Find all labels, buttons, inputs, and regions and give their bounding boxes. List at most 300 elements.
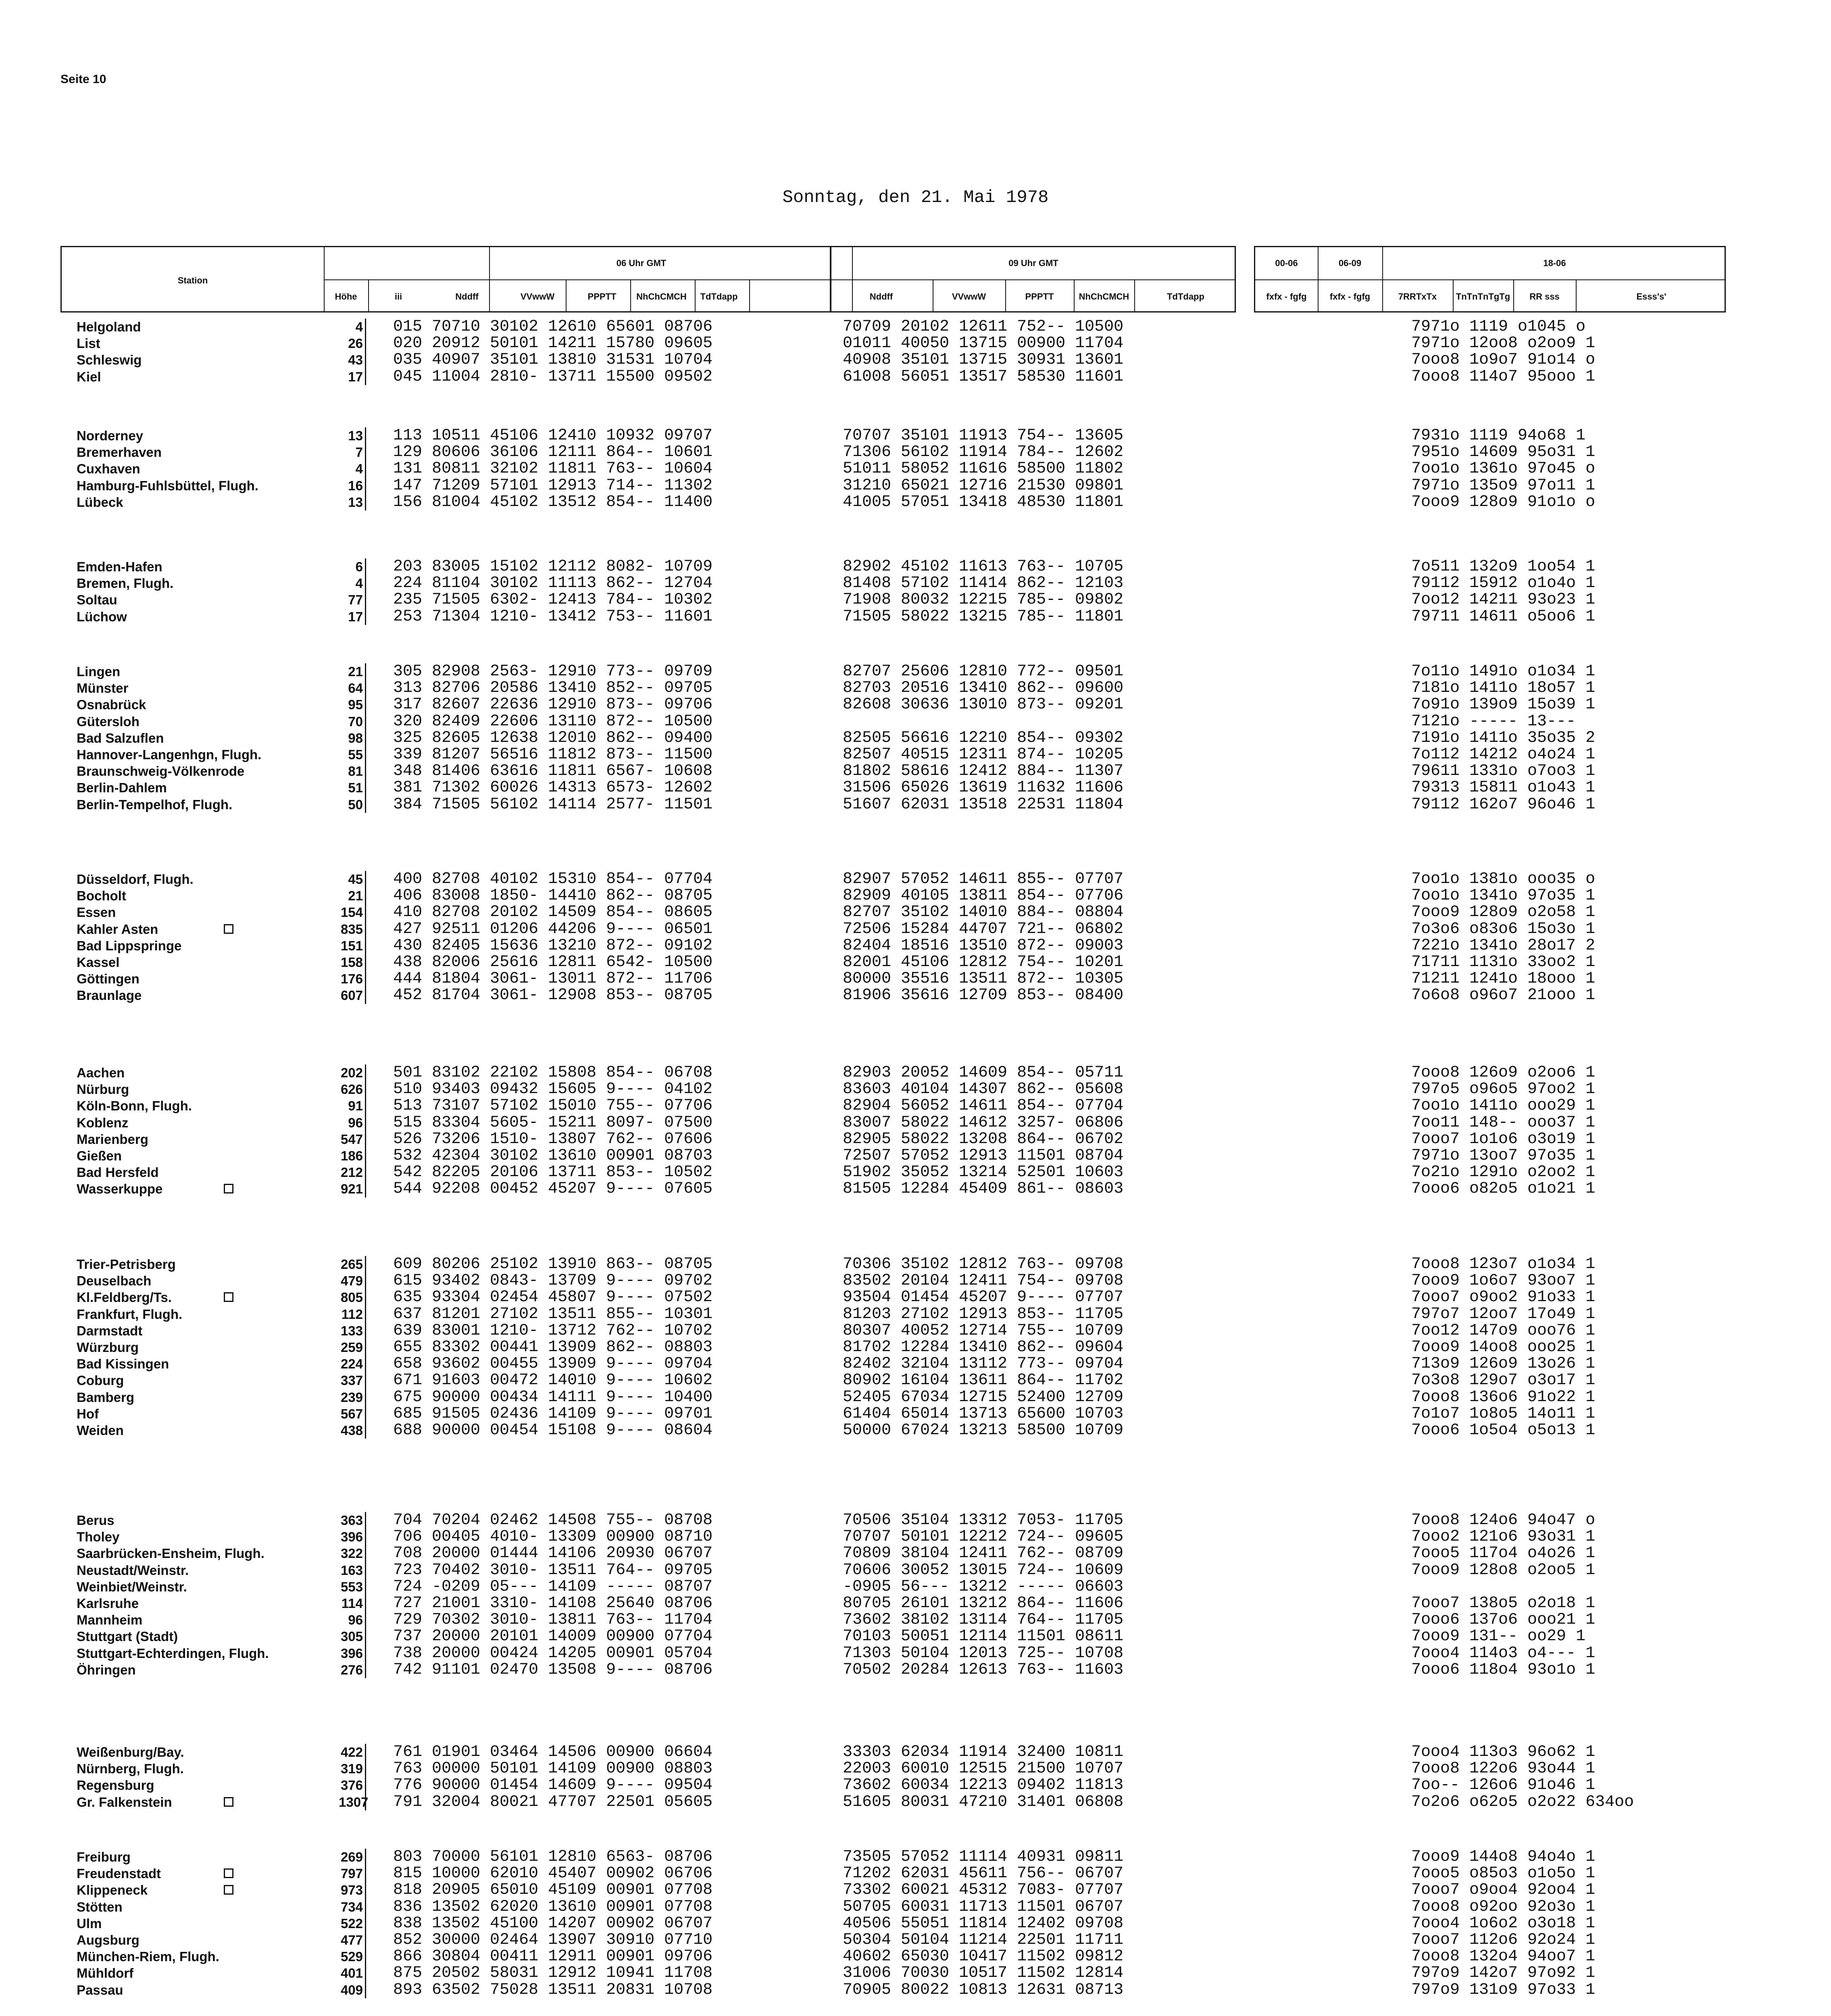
station-name: Wasserkuppe (77, 1181, 163, 1197)
station-height: 269 (340, 1849, 363, 1864)
obs-09-utc: 80902 16104 13611 864-- 11702 (843, 1371, 1124, 1390)
obs-06-utc: 515 83304 5605- 15211 8097- 07500 (393, 1113, 713, 1132)
table-row (0, 1849, 1831, 1865)
station-name: Klippeneck (77, 1883, 148, 1898)
obs-18-06: 79112 15912 o1o4o 1 (1411, 574, 1596, 593)
column-divider (365, 871, 366, 1004)
station-height: 55 (348, 747, 363, 762)
obs-06-utc: 658 93602 00455 13909 9---- 09704 (393, 1355, 713, 1373)
obs-06-utc: 729 70302 3010- 13811 763-- 11704 (393, 1611, 713, 1629)
station-name: Trier-Petrisberg (77, 1257, 176, 1272)
station-height: 607 (340, 988, 363, 1003)
table-row (0, 1612, 1831, 1628)
table-row (0, 1915, 1831, 1932)
obs-09-utc: 71908 80032 12215 785-- 09802 (843, 591, 1124, 609)
station-name: Hamburg-Fuhlsbüttel, Flugh. (77, 478, 258, 493)
obs-06-utc: 675 90000 00434 14111 9---- 10400 (393, 1388, 713, 1406)
obs-18-06: 7o3o8 129o7 o3o17 1 (1411, 1371, 1596, 1390)
obs-09-utc: 22003 60010 12515 21500 10707 (843, 1760, 1124, 1778)
station-height: 438 (340, 1423, 363, 1438)
obs-06-utc: 510 93403 09432 15605 9---- 04102 (393, 1080, 713, 1099)
station-height: 176 (340, 971, 363, 987)
table-row (0, 1579, 1831, 1595)
obs-18-06: 7971o 1119 o1045 o (1411, 318, 1586, 336)
obs-06-utc: 430 82405 15636 13210 872-- 09102 (393, 936, 713, 955)
obs-06-utc: 235 71505 6302- 12413 784-- 10302 (393, 591, 713, 609)
obs-09-utc: 72507 57052 12913 11501 08704 (843, 1147, 1124, 1165)
obs-18-06: 7o6o8 o96o7 21ooo 1 (1411, 986, 1596, 1005)
obs-18-06: 7ooo5 o85o3 o1o5o 1 (1411, 1864, 1596, 1883)
obs-18-06: 7ooo5 117o4 o4o26 1 (1411, 1544, 1596, 1563)
obs-09-utc: 51605 80031 47210 31401 06808 (843, 1793, 1124, 1811)
obs-18-06: 7ooo4 1o6o2 o3o18 1 (1411, 1914, 1596, 1933)
obs-18-06: 71211 1241o 18ooo 1 (1411, 970, 1596, 988)
station-name: Kahler Asten (77, 921, 158, 937)
table-row (0, 1181, 1831, 1197)
obs-18-06: 7ooo8 1o9o7 91o14 o (1411, 351, 1596, 369)
obs-06-utc: 727 21001 3310- 14108 25640 08706 (393, 1594, 713, 1612)
station-height: 43 (348, 352, 363, 368)
obs-09-utc: 80000 35516 13511 872-- 10305 (843, 970, 1124, 988)
table-header-right (1254, 246, 1726, 312)
obs-09-utc: 80705 26101 13212 864-- 11606 (843, 1594, 1124, 1612)
station-height: 81 (348, 764, 363, 779)
station-height: 91 (348, 1098, 363, 1114)
obs-09-utc: 71505 58022 13215 785-- 11801 (843, 607, 1124, 626)
table-row (0, 680, 1831, 696)
station-name: Gießen (77, 1148, 122, 1163)
station-height: 70 (348, 714, 363, 729)
station-height: 553 (340, 1579, 363, 1594)
station-name: Mannheim (77, 1612, 143, 1628)
obs-06-utc: 513 73107 57102 15010 755-- 07706 (393, 1097, 713, 1115)
station-name: Augsburg (77, 1933, 140, 1947)
station-height: 224 (340, 1356, 363, 1372)
table-row (0, 1899, 1831, 1915)
station-height: 322 (340, 1546, 363, 1561)
column-divider (365, 558, 366, 625)
table-row (0, 460, 1831, 477)
station-height: 567 (340, 1406, 363, 1421)
station-height: 401 (340, 1966, 363, 1981)
station-name: Münster (77, 681, 129, 696)
obs-09-utc: 70709 20102 12611 752-- 10500 (843, 318, 1124, 336)
station-height: 337 (340, 1373, 363, 1388)
obs-18-06: 7221o 1341o 28o17 2 (1411, 936, 1596, 955)
obs-06-utc: 313 82706 20586 13410 852-- 09705 (393, 679, 713, 698)
table-row (0, 730, 1831, 746)
table-row (0, 319, 1831, 335)
table-row (0, 1965, 1831, 1981)
station-name: Bad Kissingen (77, 1356, 169, 1372)
station-name: Karlsruhe (77, 1596, 139, 1611)
table-row (0, 1512, 1831, 1529)
obs-06-utc: 015 70710 30102 12610 65601 08706 (393, 318, 713, 336)
station-name: Lüchow (77, 609, 127, 624)
obs-18-06: 7ooo9 14oo8 ooo25 1 (1411, 1338, 1596, 1356)
header-06-09: 06-09 (1338, 258, 1362, 268)
obs-09-utc: 82001 45106 12812 754-- 10201 (843, 953, 1124, 971)
obs-09-utc: 81802 58616 12412 884-- 11307 (843, 762, 1124, 781)
obs-18-06: 7oo11 148-- ooo37 1 (1411, 1113, 1596, 1132)
table-row (0, 494, 1831, 510)
table-row (0, 1389, 1831, 1406)
obs-06-utc: 532 42304 30102 13610 00901 08703 (393, 1147, 713, 1165)
station-height: 409 (340, 1982, 363, 1997)
station-name: Hof (77, 1406, 99, 1421)
obs-18-06: 7ooo8 136o6 91o22 1 (1411, 1388, 1596, 1406)
obs-06-utc: 763 00000 50101 14109 00900 08803 (393, 1760, 713, 1778)
table-row (0, 1760, 1831, 1777)
station-height: 805 (340, 1290, 363, 1305)
header-clouds-09: NhChCMCH (1079, 291, 1129, 302)
table-row (0, 954, 1831, 971)
obs-09-utc: 50705 60031 11713 11501 06707 (843, 1897, 1124, 1916)
header-max-temp: 7RRTxTx (1398, 291, 1437, 302)
column-divider (365, 663, 366, 813)
header-vvwww-09: VVwwW (952, 291, 986, 302)
station-height: 477 (340, 1933, 363, 1947)
table-row (0, 696, 1831, 713)
station-height: 921 (340, 1181, 363, 1197)
obs-06-utc: 866 30804 00411 12911 00901 09706 (393, 1947, 713, 1966)
station-name: Essen (77, 905, 116, 920)
obs-06-utc: 129 80606 36106 12111 864-- 10601 (393, 443, 713, 462)
obs-09-utc: 70506 35104 13312 7053- 11705 (843, 1511, 1124, 1529)
obs-09-utc: 82707 35102 14010 884-- 08804 (843, 903, 1124, 922)
station-height: 376 (340, 1778, 363, 1793)
table-row (0, 763, 1831, 779)
obs-09-utc: 82507 40515 12311 874-- 10205 (843, 746, 1124, 764)
table-row (0, 1595, 1831, 1612)
table-row (0, 1777, 1831, 1793)
header-iii: iii (394, 291, 402, 302)
obs-09-utc: 73505 57052 11114 40931 09811 (843, 1848, 1124, 1866)
table-row (0, 713, 1831, 730)
station-name: Neustadt/Weinstr. (77, 1562, 189, 1578)
column-divider (365, 1064, 366, 1198)
obs-06-utc: 671 91603 00472 14010 9---- 10602 (393, 1371, 713, 1390)
header-ppptt-09: PPPTT (1025, 291, 1054, 302)
obs-09-utc: 52405 67034 12715 52400 12709 (843, 1388, 1124, 1406)
station-name: Weiden (77, 1423, 124, 1438)
obs-06-utc: 410 82708 20102 14509 854-- 08605 (393, 903, 713, 922)
header-00-06: 00-06 (1275, 258, 1298, 268)
station-name: Freudenstadt (77, 1866, 161, 1881)
station-height: 13 (348, 428, 363, 443)
station-name: Berlin-Dahlem (77, 780, 167, 796)
station-name: Nürburg (77, 1082, 129, 1097)
obs-06-utc: 838 13502 45100 14207 00902 06707 (393, 1914, 713, 1933)
obs-18-06: 7ooo7 112o6 92o24 1 (1411, 1931, 1596, 1949)
obs-09-utc: 93504 01454 45207 9---- 07707 (843, 1288, 1124, 1307)
obs-06-utc: 381 71302 60026 14313 6573- 12602 (393, 779, 713, 797)
table-row (0, 1744, 1831, 1760)
obs-06-utc: 384 71505 56102 14114 2577- 11501 (393, 795, 713, 814)
station-height: 973 (340, 1883, 363, 1898)
station-name: Bremerhaven (77, 445, 162, 460)
obs-09-utc: 73302 60021 45312 7083- 07707 (843, 1881, 1124, 1899)
table-row (0, 1289, 1831, 1306)
station-height: 212 (340, 1165, 363, 1180)
obs-18-06: 7o511 132o9 1oo54 1 (1411, 558, 1596, 576)
station-height: 51 (348, 780, 363, 796)
station-height: 96 (348, 1115, 363, 1130)
station-height: 363 (340, 1513, 363, 1528)
header-station: Station (177, 275, 208, 285)
obs-18-06: 7o2o6 o62o5 o2o22 634oo (1411, 1793, 1634, 1811)
station-height: 396 (340, 1529, 363, 1545)
obs-06-utc: 203 83005 15102 12112 8082- 10709 (393, 558, 713, 576)
header-nddff-09: Nddff (869, 291, 893, 302)
obs-06-utc: 609 80206 25102 13910 863-- 08705 (393, 1255, 713, 1273)
station-name: Berlin-Tempelhof, Flugh. (77, 797, 233, 812)
obs-09-utc: 82903 20052 14609 854-- 05711 (843, 1064, 1124, 1082)
date-heading: Sonntag, den 21. Mai 1978 (782, 187, 1049, 208)
station-name: Gr. Falkenstein (77, 1794, 172, 1810)
station-name: Ulm (77, 1916, 102, 1931)
obs-18-06: 7oo1o 1381o ooo35 o (1411, 870, 1596, 888)
obs-06-utc: 156 81004 45102 13512 854-- 11400 (393, 493, 713, 511)
station-height: 114 (341, 1596, 363, 1611)
obs-09-utc: 51011 58052 11616 58500 11802 (843, 460, 1124, 478)
station-height: 17 (348, 369, 363, 384)
station-height: 154 (340, 905, 363, 920)
station-name: Osnabrück (77, 697, 146, 712)
table-row (0, 1131, 1831, 1148)
obs-18-06: 7o21o 1291o o2oo2 1 (1411, 1163, 1596, 1182)
obs-18-06: 7ooo8 o92oo 92o3o 1 (1411, 1897, 1596, 1916)
table-row (0, 1865, 1831, 1882)
obs-06-utc: 131 80811 32102 11811 763-- 10604 (393, 460, 713, 478)
station-height: 50 (348, 797, 363, 812)
station-name: Göttingen (77, 971, 140, 987)
table-row (0, 444, 1831, 460)
station-height: 17 (348, 609, 363, 624)
station-height: 163 (340, 1562, 363, 1578)
obs-09-utc: 70707 50101 12212 724-- 09605 (843, 1528, 1124, 1546)
table-row (0, 1114, 1831, 1131)
obs-18-06: 7181o 1411o 18o57 1 (1411, 679, 1596, 698)
table-row (0, 1306, 1831, 1322)
obs-06-utc: 526 73206 1510- 13807 762-- 07606 (393, 1130, 713, 1148)
obs-09-utc: 81408 57102 11414 862-- 12103 (843, 574, 1124, 593)
table-row (0, 1081, 1831, 1098)
table-row (0, 887, 1831, 904)
obs-09-utc: 70606 30052 13015 724-- 10609 (843, 1561, 1124, 1579)
obs-18-06: 7ooo7 o9oo4 92oo4 1 (1411, 1881, 1596, 1899)
column-divider (365, 319, 366, 385)
station-height: 1307 (339, 1794, 369, 1810)
column-divider (365, 1744, 366, 1810)
column-divider (365, 1849, 366, 1998)
station-height: 265 (340, 1257, 363, 1272)
header-hoehe: Höhe (335, 291, 357, 302)
station-name: Bremen, Flugh. (77, 576, 174, 591)
station-name: Koblenz (77, 1115, 129, 1130)
station-name: Freiburg (77, 1849, 131, 1864)
obs-09-utc: 01011 40050 13715 00900 11704 (843, 334, 1124, 353)
station-name: Schleswig (77, 352, 142, 368)
station-name: Kl.Feldberg/Ts. (77, 1290, 172, 1305)
obs-06-utc: 542 82205 20106 13711 853-- 10502 (393, 1163, 713, 1182)
obs-18-06: 7ooo9 131-- oo29 1 (1411, 1627, 1586, 1646)
obs-18-06: 79313 15811 o1o43 1 (1411, 779, 1596, 797)
obs-18-06: 7oo12 147o9 ooo76 1 (1411, 1321, 1596, 1340)
station-height: 95 (348, 697, 363, 712)
obs-06-utc: 637 81201 27102 13511 855-- 10301 (393, 1305, 713, 1323)
obs-09-utc: 41005 57051 13418 48530 11801 (843, 493, 1124, 511)
station-height: 422 (340, 1745, 363, 1760)
obs-06-utc: 737 20000 20101 14009 00900 07704 (393, 1627, 713, 1646)
table-row (0, 1322, 1831, 1339)
table-row (0, 871, 1831, 887)
table-row (0, 987, 1831, 1004)
obs-18-06: 7ooo4 113o3 96o62 1 (1411, 1743, 1596, 1761)
obs-09-utc: 82907 57052 14611 855-- 07707 (843, 870, 1124, 888)
obs-06-utc: 738 20000 00424 14205 00901 05704 (393, 1644, 713, 1662)
obs-18-06: 7971o 135o9 97o11 1 (1411, 476, 1596, 495)
table-row (0, 921, 1831, 937)
obs-18-06: 79711 14611 o5oo6 1 (1411, 607, 1596, 626)
obs-18-06: 7ooo9 144o8 94o4o 1 (1411, 1848, 1596, 1866)
table-row (0, 937, 1831, 954)
station-height: 77 (348, 592, 363, 608)
table-row (0, 1529, 1831, 1545)
station-height: 276 (340, 1662, 363, 1677)
header-min-temp: TnTnTnTgTg (1456, 291, 1510, 302)
station-name: München-Riem, Flugh. (77, 1949, 219, 1964)
obs-09-utc: 50000 67024 13213 58500 10709 (843, 1421, 1124, 1439)
station-name: Aachen (77, 1065, 125, 1080)
header-group-09: 09 Uhr GMT (1008, 258, 1058, 268)
obs-06-utc: 339 81207 56516 11812 873-- 11500 (393, 746, 713, 764)
obs-09-utc: 70809 38104 12411 762-- 08709 (843, 1544, 1124, 1563)
obs-18-06: 7ooo6 o82o5 o1o21 1 (1411, 1180, 1596, 1198)
obs-18-06: 797o9 131o9 97o33 1 (1411, 1981, 1596, 1999)
station-height: 98 (348, 730, 363, 746)
obs-18-06: 7931o 1119 94o68 1 (1411, 427, 1586, 445)
station-name: Nürnberg, Flugh. (77, 1761, 184, 1776)
table-row (0, 1064, 1831, 1081)
station-height: 7 (355, 445, 363, 460)
obs-09-utc: 83502 20104 12411 754-- 09708 (843, 1272, 1124, 1290)
table-row (0, 1645, 1831, 1662)
header-precip: RR sss (1529, 291, 1560, 302)
obs-06-utc: 776 90000 01454 14609 9---- 09504 (393, 1776, 713, 1795)
column-divider (365, 1512, 366, 1678)
empty-square-icon (224, 1797, 233, 1807)
obs-06-utc: 406 83008 1850- 14410 862-- 08705 (393, 887, 713, 905)
obs-18-06: 7ooo9 128o9 91o1o o (1411, 493, 1596, 511)
station-name: Würzburg (77, 1340, 139, 1355)
obs-06-utc: 708 20000 01444 14106 20930 06707 (393, 1544, 713, 1563)
obs-06-utc: 113 10511 45106 12410 10932 09707 (393, 427, 713, 445)
station-name: Marienberg (77, 1131, 148, 1147)
station-height: 259 (340, 1340, 363, 1355)
obs-09-utc: 61008 56051 13517 58530 11601 (843, 367, 1124, 386)
obs-09-utc: 81702 12284 13410 862-- 09604 (843, 1338, 1124, 1356)
empty-square-icon (224, 1868, 233, 1878)
obs-06-utc: 685 91505 02436 14109 9---- 09701 (393, 1404, 713, 1423)
station-height: 112 (341, 1306, 363, 1322)
header-gust-06-09: fxfx - fgfg (1329, 291, 1371, 302)
header-vvwww-06: VVwwW (520, 291, 555, 302)
table-row (0, 1372, 1831, 1389)
obs-18-06: 7ooo2 121o6 93o31 1 (1411, 1528, 1596, 1546)
station-name: Helgoland (77, 319, 141, 334)
obs-09-utc: 82505 56616 12210 854-- 09302 (843, 729, 1124, 747)
obs-18-06: 797o9 142o7 97o92 1 (1411, 1964, 1596, 1983)
obs-09-utc: 70905 80022 10813 12631 08713 (843, 1981, 1124, 1999)
station-height: 547 (340, 1131, 363, 1147)
obs-18-06: 7ooo9 1o6o7 93oo7 1 (1411, 1272, 1596, 1290)
table-row (0, 1948, 1831, 1965)
obs-09-utc: 73602 38102 13114 764-- 11705 (843, 1611, 1124, 1629)
obs-18-06: 7o11o 1491o o1o34 1 (1411, 662, 1596, 681)
station-height: 26 (348, 336, 363, 351)
station-name: Deuselbach (77, 1273, 152, 1289)
obs-06-utc: 224 81104 30102 11113 862-- 12704 (393, 574, 713, 593)
station-name: Mühldorf (77, 1966, 134, 1981)
obs-18-06: 7oo12 14211 93o23 1 (1411, 591, 1596, 609)
table-row (0, 1932, 1831, 1948)
obs-18-06: 7o112 14212 o4o24 1 (1411, 746, 1596, 764)
obs-09-utc: 82608 30636 13010 873-- 09201 (843, 696, 1124, 714)
station-height: 4 (355, 319, 363, 334)
obs-06-utc: 400 82708 40102 15310 854-- 07704 (393, 870, 713, 888)
station-name: Düsseldorf, Flugh. (77, 872, 194, 887)
obs-06-utc: 724 -0209 05--- 14109 ----- 08707 (393, 1577, 713, 1596)
obs-09-utc: 81906 35616 12709 853-- 08400 (843, 986, 1124, 1005)
obs-18-06: 797o5 o96o5 97oo2 1 (1411, 1080, 1596, 1099)
obs-18-06: 71711 1131o 33oo2 1 (1411, 953, 1596, 971)
obs-06-utc: 035 40907 35101 13810 31531 10704 (393, 351, 713, 369)
station-height: 13 (348, 494, 363, 510)
station-height: 319 (340, 1761, 363, 1776)
obs-09-utc: 80307 40052 12714 755-- 10709 (843, 1321, 1124, 1340)
obs-18-06: 7971o 12oo8 o2oo9 1 (1411, 334, 1596, 353)
header-18-06: 18-06 (1543, 258, 1566, 268)
obs-09-utc: 31210 65021 12716 21530 09801 (843, 476, 1124, 495)
obs-06-utc: 723 70402 3010- 13511 764-- 09705 (393, 1561, 713, 1579)
header-dewpoint-09: TdTdapp (1167, 291, 1204, 302)
obs-18-06: 7oo1o 1361o 97o45 o (1411, 460, 1596, 478)
station-height: 64 (348, 681, 363, 696)
station-name: Passau (77, 1982, 123, 1997)
station-name: Lübeck (77, 494, 123, 510)
obs-09-utc: 72506 15284 44707 721-- 06802 (843, 920, 1124, 938)
station-name: Bad Salzuflen (77, 730, 164, 746)
obs-18-06: 7o3o6 o83o6 15o3o 1 (1411, 920, 1596, 938)
obs-18-06: 7ooo9 128o8 o2oo5 1 (1411, 1561, 1596, 1579)
station-name: Emden-Hafen (77, 559, 162, 574)
header-snow: Esss's' (1636, 291, 1666, 302)
station-name: Regensburg (77, 1778, 154, 1793)
table-row (0, 335, 1831, 352)
obs-06-utc: 706 00405 4010- 13309 00900 08710 (393, 1528, 713, 1546)
obs-18-06: 7ooo9 128o9 o2o58 1 (1411, 903, 1596, 922)
obs-09-utc: 82909 40105 13811 854-- 07706 (843, 887, 1124, 905)
obs-06-utc: 688 90000 00454 15108 9---- 08604 (393, 1421, 713, 1439)
station-height: 626 (340, 1082, 363, 1097)
table-header (60, 246, 1236, 312)
table-row (0, 1164, 1831, 1181)
obs-18-06: 713o9 126o9 13o26 1 (1411, 1355, 1596, 1373)
station-height: 21 (348, 664, 363, 679)
obs-18-06: 7ooo7 o9oo2 91o33 1 (1411, 1288, 1596, 1307)
obs-09-utc: 70306 35102 12812 763-- 09708 (843, 1255, 1124, 1273)
